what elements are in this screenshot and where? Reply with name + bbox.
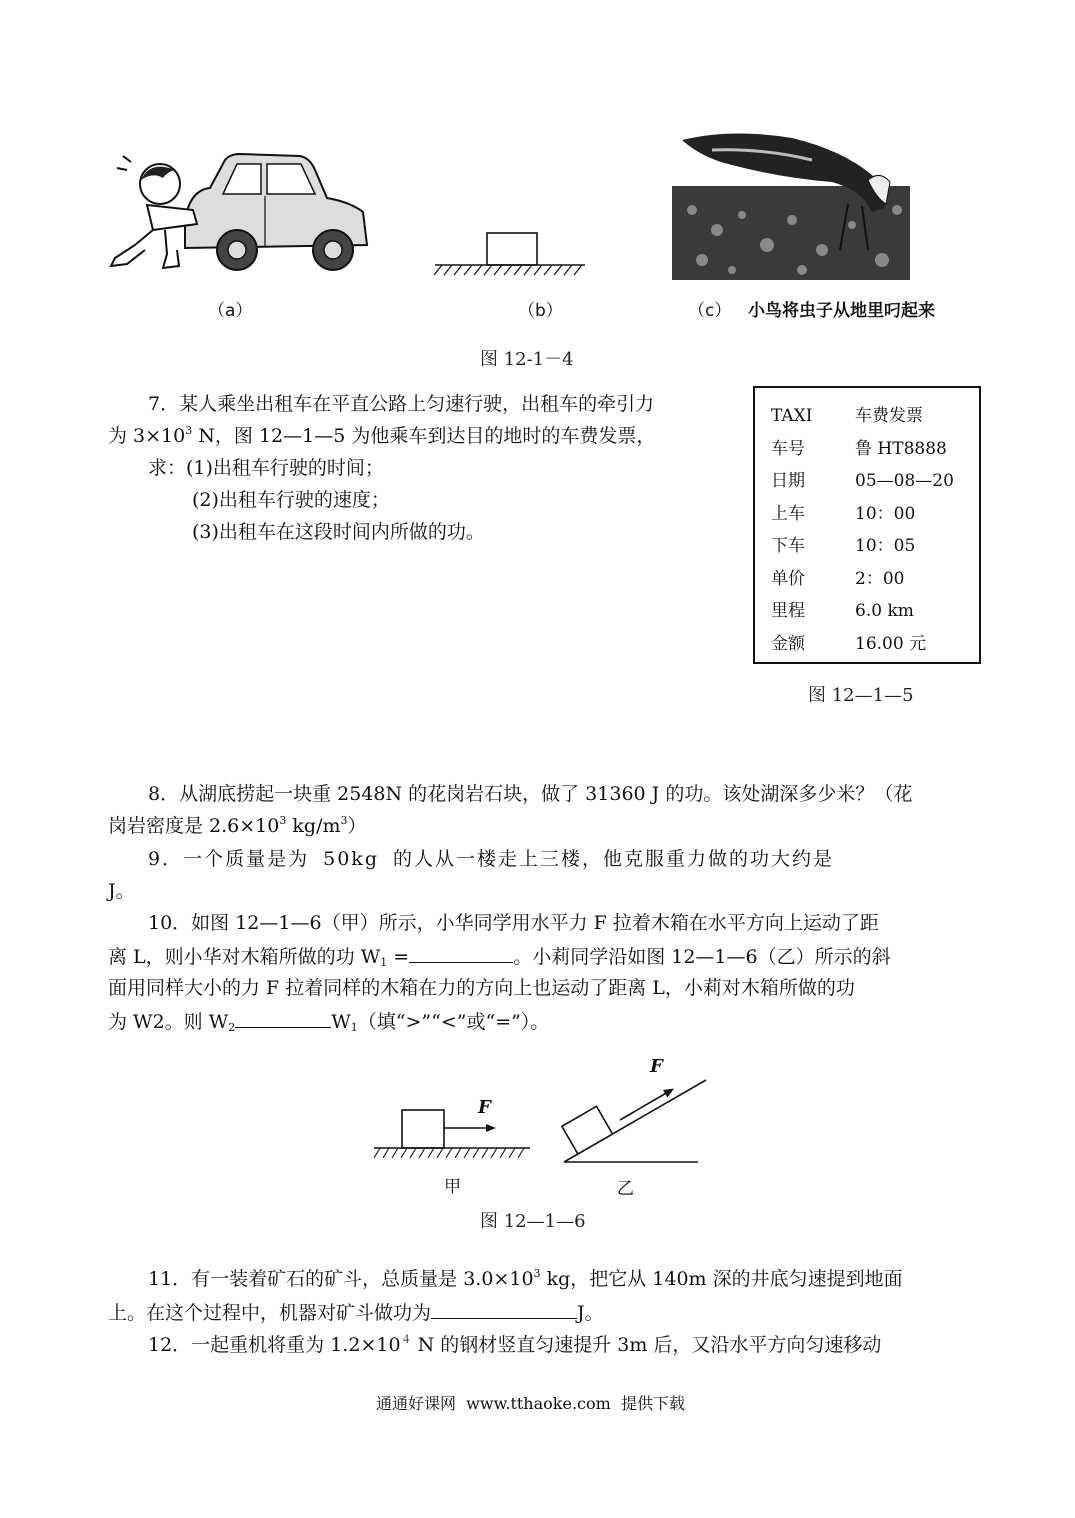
force-label-jia: F bbox=[478, 1097, 491, 1118]
answer-blank-work[interactable] bbox=[431, 1296, 577, 1319]
taxi-receipt bbox=[753, 386, 981, 664]
receipt-row-plate: 车号 鲁 HT8888 bbox=[771, 439, 947, 459]
receipt-row-amount: 金额 16.00 元 bbox=[771, 634, 927, 654]
q8-line-2: 岗岩密度是 $2.6\times 10^3$ $kg/m^3$） bbox=[108, 814, 367, 837]
figure-label-c: （c） bbox=[688, 301, 732, 321]
answer-blank-compare[interactable] bbox=[235, 1005, 331, 1028]
figure-label-a: （a） bbox=[208, 301, 253, 321]
answer-blank-w1[interactable] bbox=[409, 940, 513, 963]
receipt-row-title: TAXI 车费发票 bbox=[771, 406, 923, 426]
receipt-row-distance: 里程 6.0 km bbox=[771, 601, 914, 621]
q11-line-1: 11．有一装着矿石的矿斗，总质量是 $3.0\times 10^3$ kg，把它从 140m 深的井底匀速提到地面 bbox=[148, 1267, 903, 1290]
figure-label-b: （b） bbox=[518, 301, 563, 321]
q7-line-5: (3)出租车在这段时间内所做的功。 bbox=[192, 521, 485, 543]
footer-credit: 通通好课网 www.tthaoke.com 提供下载 bbox=[376, 1394, 685, 1413]
boy-pushing-car-illustration bbox=[105, 150, 375, 280]
q7-line-3: 求：(1)出租车行驶的时间； bbox=[148, 457, 384, 479]
q10-line-1: 10．如图 12—1—6（甲）所示，小华同学用水平力 F 拉着木箱在水平方向上运动了距 bbox=[148, 912, 879, 934]
q7-line-4: (2)出租车行驶的速度； bbox=[192, 489, 390, 511]
block-on-ground-diagram bbox=[430, 228, 590, 280]
q8-line-1: 8．从湖底捞起一块重 2548N 的花岗岩石块，做了 31360 J 的功。该处湖深多少米？（花 bbox=[148, 783, 913, 805]
bird-photo bbox=[672, 120, 910, 280]
label-yi: 乙 bbox=[617, 1179, 634, 1199]
q11-line-2: 上。在这个过程中，机器对矿斗做功为 J。 bbox=[108, 1296, 604, 1329]
receipt-caption: 图 12—1—5 bbox=[808, 685, 914, 706]
figure-6-caption: 图 12—1—6 bbox=[480, 1211, 586, 1232]
force-label-yi: F bbox=[650, 1056, 663, 1077]
q7-line-1: 7．某人乘坐出租车在平直公路上匀速行驶，出租车的牵引力 bbox=[148, 393, 655, 415]
q10-line-3: 面用同样大小的力 F 拉着同样的木箱在力的方向上也运动了距离 L，小莉对木箱所做的功 bbox=[108, 977, 855, 999]
receipt-row-alight: 下车 10：05 bbox=[771, 536, 916, 556]
q9-line-2: J。 bbox=[108, 880, 135, 902]
force-diagram-yi bbox=[560, 1070, 710, 1170]
figure-caption-c: 小鸟将虫子从地里叼起来 bbox=[748, 301, 935, 321]
q12-line-1: 12．一起重机将重为 $1.2\times 10^4$ N 的钢材竖直匀速提升 3m 后，又沿水平方向匀速移动 bbox=[148, 1333, 882, 1356]
q7-line-2: 为 $3\times 10^3$ N，图 12—1—5 为他乘车到达目的地时的车费发票， bbox=[108, 424, 656, 447]
force-diagram-jia bbox=[370, 1098, 535, 1168]
receipt-row-date: 日期 05—08—20 bbox=[771, 471, 954, 491]
receipt-row-board: 上车 10：00 bbox=[771, 504, 916, 524]
figure-caption: 图 12-1－4 bbox=[480, 349, 574, 370]
q10-line-2: 离 L，则小华对木箱所做的功 $W_1$ = 。小莉同学沿如图 12—1—6（乙）所示的斜 bbox=[108, 940, 891, 973]
figure-12-1-4 bbox=[100, 120, 980, 330]
label-jia: 甲 bbox=[444, 1177, 461, 1197]
receipt-row-price: 单价 2：00 bbox=[771, 569, 905, 589]
q9-line-1: 9．一个质量是为 50kg 的人从一楼走上三楼，他克服重力做的功大约是 bbox=[148, 848, 835, 870]
q10-line-4: 为 W2。则 $W_2$ $W_1$（填“>”“<”或“=”）。 bbox=[108, 1005, 549, 1038]
